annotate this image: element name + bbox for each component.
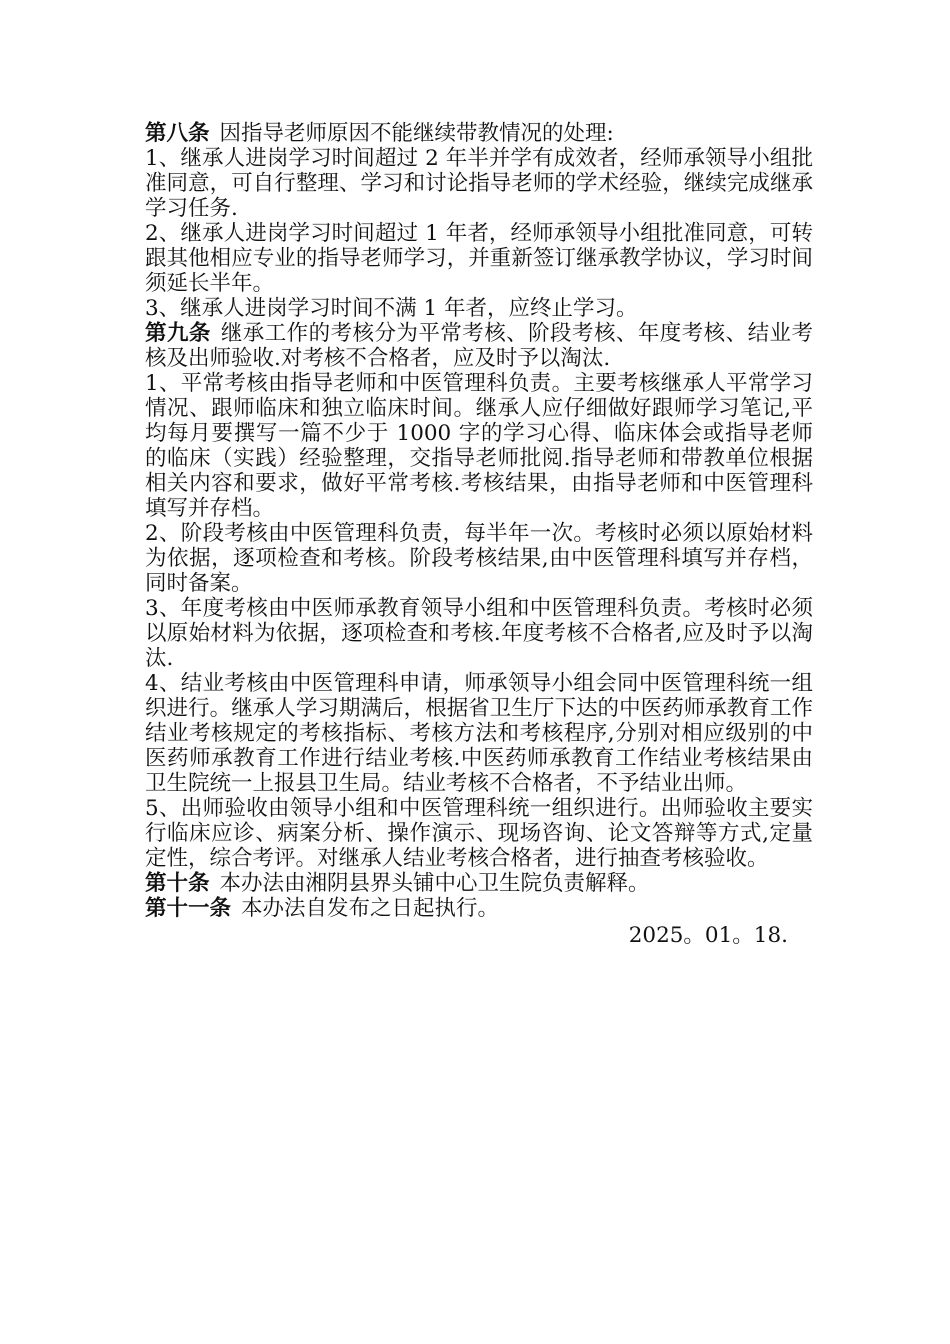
article-9-heading: 第九条 (145, 321, 211, 346)
article-8-intro (145, 121, 813, 146)
article-11 (145, 896, 813, 921)
article-10-text: 本办法由湘阴县界头铺中心卫生院负责解释。 (219, 871, 650, 896)
article-8-heading: 第八条 (145, 121, 210, 146)
article-10-heading: 第十条 (145, 871, 210, 896)
article-11-text: 本办法自发布之日起执行。 (241, 896, 500, 921)
article-9-item-1: 1、平常考核由指导老师和中医管理科负责。主要考核继承人平常学习情况、跟师临床和独立临床时间。继承人应仔细做好跟师学习笔记,平均每月要撰写一篇不少于 1000 字的学习心得、临床体会或指导老师的临床（实践）经验整理，交指导老师批阅.指导老师和带教单位根据相关内容和要求，做好平常考核.考核结果，由指导老师和中医管理科填写并存档。 (145, 371, 813, 521)
document-date: 2025。01。18. (628, 923, 788, 948)
article-9-item-4: 4、结业考核由中医管理科申请，师承领导小组会同中医管理科统一组织进行。继承人学习期满后，根据省卫生厅下达的中医药师承教育工作结业考核规定的考核指标、考核方法和考核程序,分别对相应级别的中医药师承教育工作进行结业考核.中医药师承教育工作结业考核结果由卫生院统一上报县卫生局。结业考核不合格者，不予结业出师。 (145, 671, 813, 796)
article-8-text: 因指导老师原因不能继续带教情况的处理: (219, 121, 614, 146)
article-11-heading: 第十一条 (145, 896, 232, 921)
article-9-intro (145, 321, 813, 371)
article-8-item-1: 1、继承人进岗学习时间超过 2 年半并学有成效者，经师承领导小组批准同意，可自行整理、学习和讨论指导老师的学术经验，继续完成继承学习任务. (145, 146, 813, 221)
article-9-text: 继承工作的考核分为平常考核、阶段考核、年度考核、结业考核及出师验收.对考核不合格者，应及时予以淘汰. (145, 321, 813, 371)
article-8-item-3: 3、继承人进岗学习时间不满 1 年者，应终止学习。 (145, 296, 638, 321)
article-9-item-2: 2、阶段考核由中医管理科负责，每半年一次。考核时必须以原始材料为依据，逐项检查和考核。阶段考核结果,由中医管理科填写并存档，同时备案。 (145, 521, 813, 596)
article-9-item-5: 5、出师验收由领导小组和中医管理科统一组织进行。出师验收主要实行临床应诊、病案分析、操作演示、现场咨询、论文答辩等方式,定量定性，综合考评。对继承人结业考核合格者，进行抽查考核验收。 (145, 796, 813, 871)
article-8-item-2: 2、继承人进岗学习时间超过 1 年者，经师承领导小组批准同意，可转跟其他相应专业的指导老师学习，并重新签订继承教学协议，学习时间须延长半年。 (145, 221, 813, 296)
document-body (145, 121, 813, 948)
article-9-item-3: 3、年度考核由中医师承教育领导小组和中医管理科负责。考核时必须以原始材料为依据，逐项检查和考核.年度考核不合格者,应及时予以淘汰. (145, 596, 813, 671)
article-10 (145, 871, 813, 896)
